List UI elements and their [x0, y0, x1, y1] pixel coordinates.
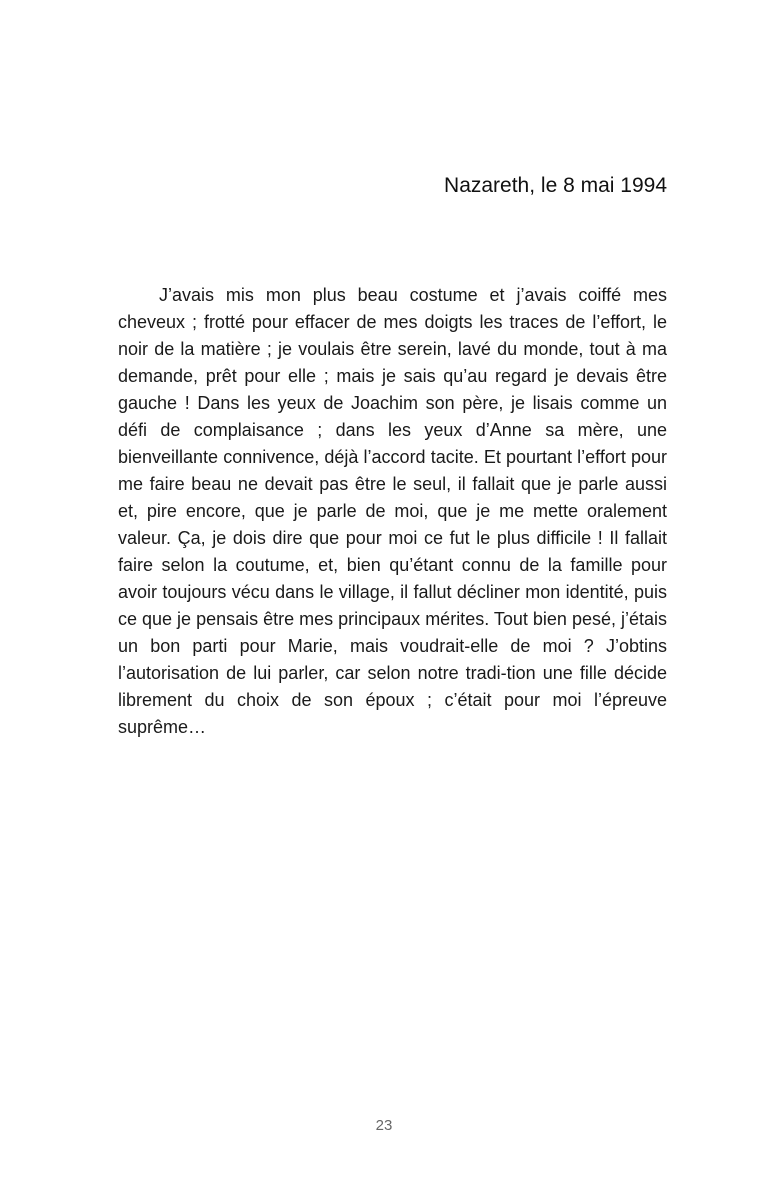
page-number: 23	[375, 1117, 393, 1134]
chapter-date-heading: Nazareth, le 8 mai 1994	[444, 174, 667, 197]
body-paragraph: J’avais mis mon plus beau costume et j’avais coiffé mes cheveux ; frotté pour effacer de mes doigts les traces de l’effort, le noir de la matière ; je voulais être serein, lavé du monde, tout à ma demande, prêt pour elle ; mais je sais qu’au regard je devais être gauche ! Dans les yeux de Joachim son père, je lisais comme un défi de complaisance ; dans les yeux d’Anne sa mère, une bienveillante connivence, déjà l’accord tacite. Et pourtant l’effort pour me faire beau ne devait pas être le seul, il fallait que je parle aussi et, pire encore, que je parle de moi, que je me mette oralement valeur. Ça, je dois dire que pour moi ce fut le plus difficile ! Il fallait faire selon la coutume, et, bien qu’étant connu de la famille pour avoir toujours vécu dans le village, il fallut décliner mon identité, puis ce que je pensais être mes principaux mérites. Tout bien pesé, j’étais un bon parti pour Marie, mais voudrait-elle de moi ? J’obtins l’autorisation de lui parler, car selon notre tradi-tion une fille décide librement du choix de son époux ; c’était pour moi l’épreuve suprême…	[118, 285, 667, 737]
